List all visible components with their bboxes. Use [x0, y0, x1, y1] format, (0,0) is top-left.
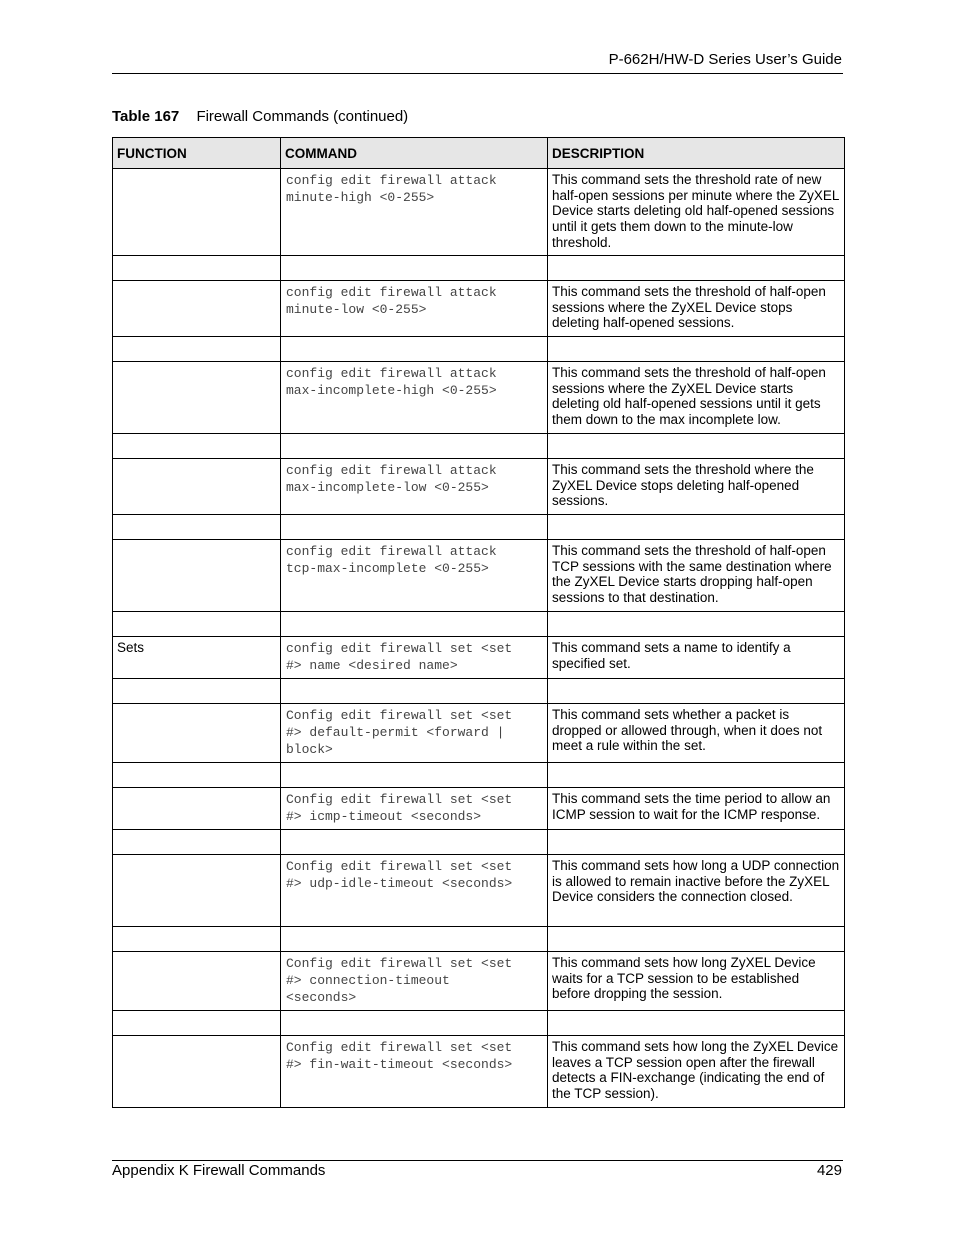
table-row-spacer	[113, 256, 845, 281]
command-cell	[281, 1011, 548, 1036]
description-cell	[548, 256, 845, 281]
command-cell	[281, 515, 548, 540]
description-cell	[548, 515, 845, 540]
description-cell: This command sets the threshold of half-open TCP sessions with the same destination where the ZyXEL Device starts dropping half-open sessions to that destination.	[548, 540, 845, 612]
function-cell	[113, 952, 281, 1011]
table-row	[113, 952, 845, 1011]
running-header-title: P-662H/HW-D Series User’s Guide	[608, 51, 842, 68]
description-cell	[548, 830, 845, 855]
function-cell	[113, 927, 281, 952]
table-row	[113, 1036, 845, 1108]
command-cell: config edit firewall attack max-incomplete-high <0-255>	[281, 362, 548, 434]
footer-section-title: Appendix K Firewall Commands	[112, 1162, 326, 1179]
table-row	[113, 788, 845, 830]
function-cell	[113, 763, 281, 788]
footer-divider	[112, 1160, 843, 1161]
page-number: 429	[816, 1162, 842, 1179]
command-cell: Config edit firewall set <set #> default-permit <forward | block>	[281, 704, 548, 763]
description-cell: This command sets the threshold of half-open sessions where the ZyXEL Device stops deleting half-opened sessions.	[548, 281, 845, 337]
table-row-spacer	[113, 927, 845, 952]
table-row-spacer	[113, 1011, 845, 1036]
table-row	[113, 855, 845, 927]
table-row-spacer	[113, 679, 845, 704]
column-header-description: DESCRIPTION	[548, 138, 845, 169]
description-cell	[548, 1011, 845, 1036]
function-cell	[113, 434, 281, 459]
command-cell: config edit firewall set <set #> name <desired name>	[281, 637, 548, 679]
header-divider	[112, 73, 843, 74]
function-cell	[113, 788, 281, 830]
command-cell	[281, 337, 548, 362]
command-cell: config edit firewall attack minute-high <0-255>	[281, 169, 548, 256]
function-cell	[113, 612, 281, 637]
function-cell	[113, 1011, 281, 1036]
description-cell: This command sets the threshold where the ZyXEL Device stops deleting half-opened sessions.	[548, 459, 845, 515]
function-cell	[113, 362, 281, 434]
description-cell	[548, 927, 845, 952]
command-cell: Config edit firewall set <set #> icmp-timeout <seconds>	[281, 788, 548, 830]
command-cell: Config edit firewall set <set #> fin-wait-timeout <seconds>	[281, 1036, 548, 1108]
table-caption	[112, 108, 408, 126]
description-cell	[548, 679, 845, 704]
function-cell	[113, 515, 281, 540]
function-cell	[113, 281, 281, 337]
command-cell: config edit firewall attack max-incomplete-low <0-255>	[281, 459, 548, 515]
function-cell	[113, 830, 281, 855]
function-cell	[113, 679, 281, 704]
command-cell	[281, 763, 548, 788]
command-cell: Config edit firewall set <set #> connection-timeout <seconds>	[281, 952, 548, 1011]
description-cell: This command sets how long a UDP connection is allowed to remain inactive before the ZyXEL Device considers the connection closed.	[548, 855, 845, 927]
function-cell	[113, 169, 281, 256]
function-cell	[113, 337, 281, 362]
table-row	[113, 281, 845, 337]
table-caption-text: Firewall Commands (continued)	[196, 108, 409, 125]
table-row	[113, 169, 845, 256]
command-cell: Config edit firewall set <set #> udp-idle-timeout <seconds>	[281, 855, 548, 927]
function-cell	[113, 1036, 281, 1108]
table-row	[113, 362, 845, 434]
function-cell	[113, 459, 281, 515]
table-header-row	[113, 138, 845, 169]
function-cell	[113, 704, 281, 763]
firewall-commands-table	[112, 137, 845, 1108]
description-cell	[548, 612, 845, 637]
column-header-function: FUNCTION	[113, 138, 281, 169]
command-cell	[281, 612, 548, 637]
table-row-spacer	[113, 763, 845, 788]
table-caption-label: Table 167	[112, 108, 180, 125]
description-cell: This command sets how long the ZyXEL Device leaves a TCP session open after the firewall detects a FIN-exchange (indicating the end of the TCP session).	[548, 1036, 845, 1108]
table-row	[113, 637, 845, 679]
description-cell	[548, 337, 845, 362]
table-row-spacer	[113, 434, 845, 459]
command-cell	[281, 927, 548, 952]
table-row	[113, 704, 845, 763]
table-row-spacer	[113, 830, 845, 855]
command-cell	[281, 679, 548, 704]
table-row-spacer	[113, 612, 845, 637]
description-cell	[548, 434, 845, 459]
command-cell: config edit firewall attack tcp-max-incomplete <0-255>	[281, 540, 548, 612]
description-cell: This command sets the time period to allow an ICMP session to wait for the ICMP response.	[548, 788, 845, 830]
table-row	[113, 459, 845, 515]
description-cell: This command sets whether a packet is dropped or allowed through, when it does not meet a rule within the set.	[548, 704, 845, 763]
table-row-spacer	[113, 515, 845, 540]
description-cell: This command sets how long ZyXEL Device waits for a TCP session to be established before dropping the session.	[548, 952, 845, 1011]
description-cell: This command sets a name to identify a specified set.	[548, 637, 845, 679]
function-cell	[113, 256, 281, 281]
function-cell: Sets	[113, 637, 281, 679]
description-cell: This command sets the threshold of half-open sessions where the ZyXEL Device starts deleting old half-opened sessions until it gets them down to the max incomplete low.	[548, 362, 845, 434]
table-row-spacer	[113, 337, 845, 362]
command-cell	[281, 830, 548, 855]
command-cell	[281, 256, 548, 281]
function-cell	[113, 540, 281, 612]
description-cell	[548, 763, 845, 788]
column-header-command: COMMAND	[281, 138, 548, 169]
table-row	[113, 540, 845, 612]
command-cell	[281, 434, 548, 459]
command-cell: config edit firewall attack minute-low <0-255>	[281, 281, 548, 337]
description-cell: This command sets the threshold rate of new half-open sessions per minute where the ZyXEL Device starts deleting old half-opened sessions until it gets them down to the minute-low threshold.	[548, 169, 845, 256]
function-cell	[113, 855, 281, 927]
